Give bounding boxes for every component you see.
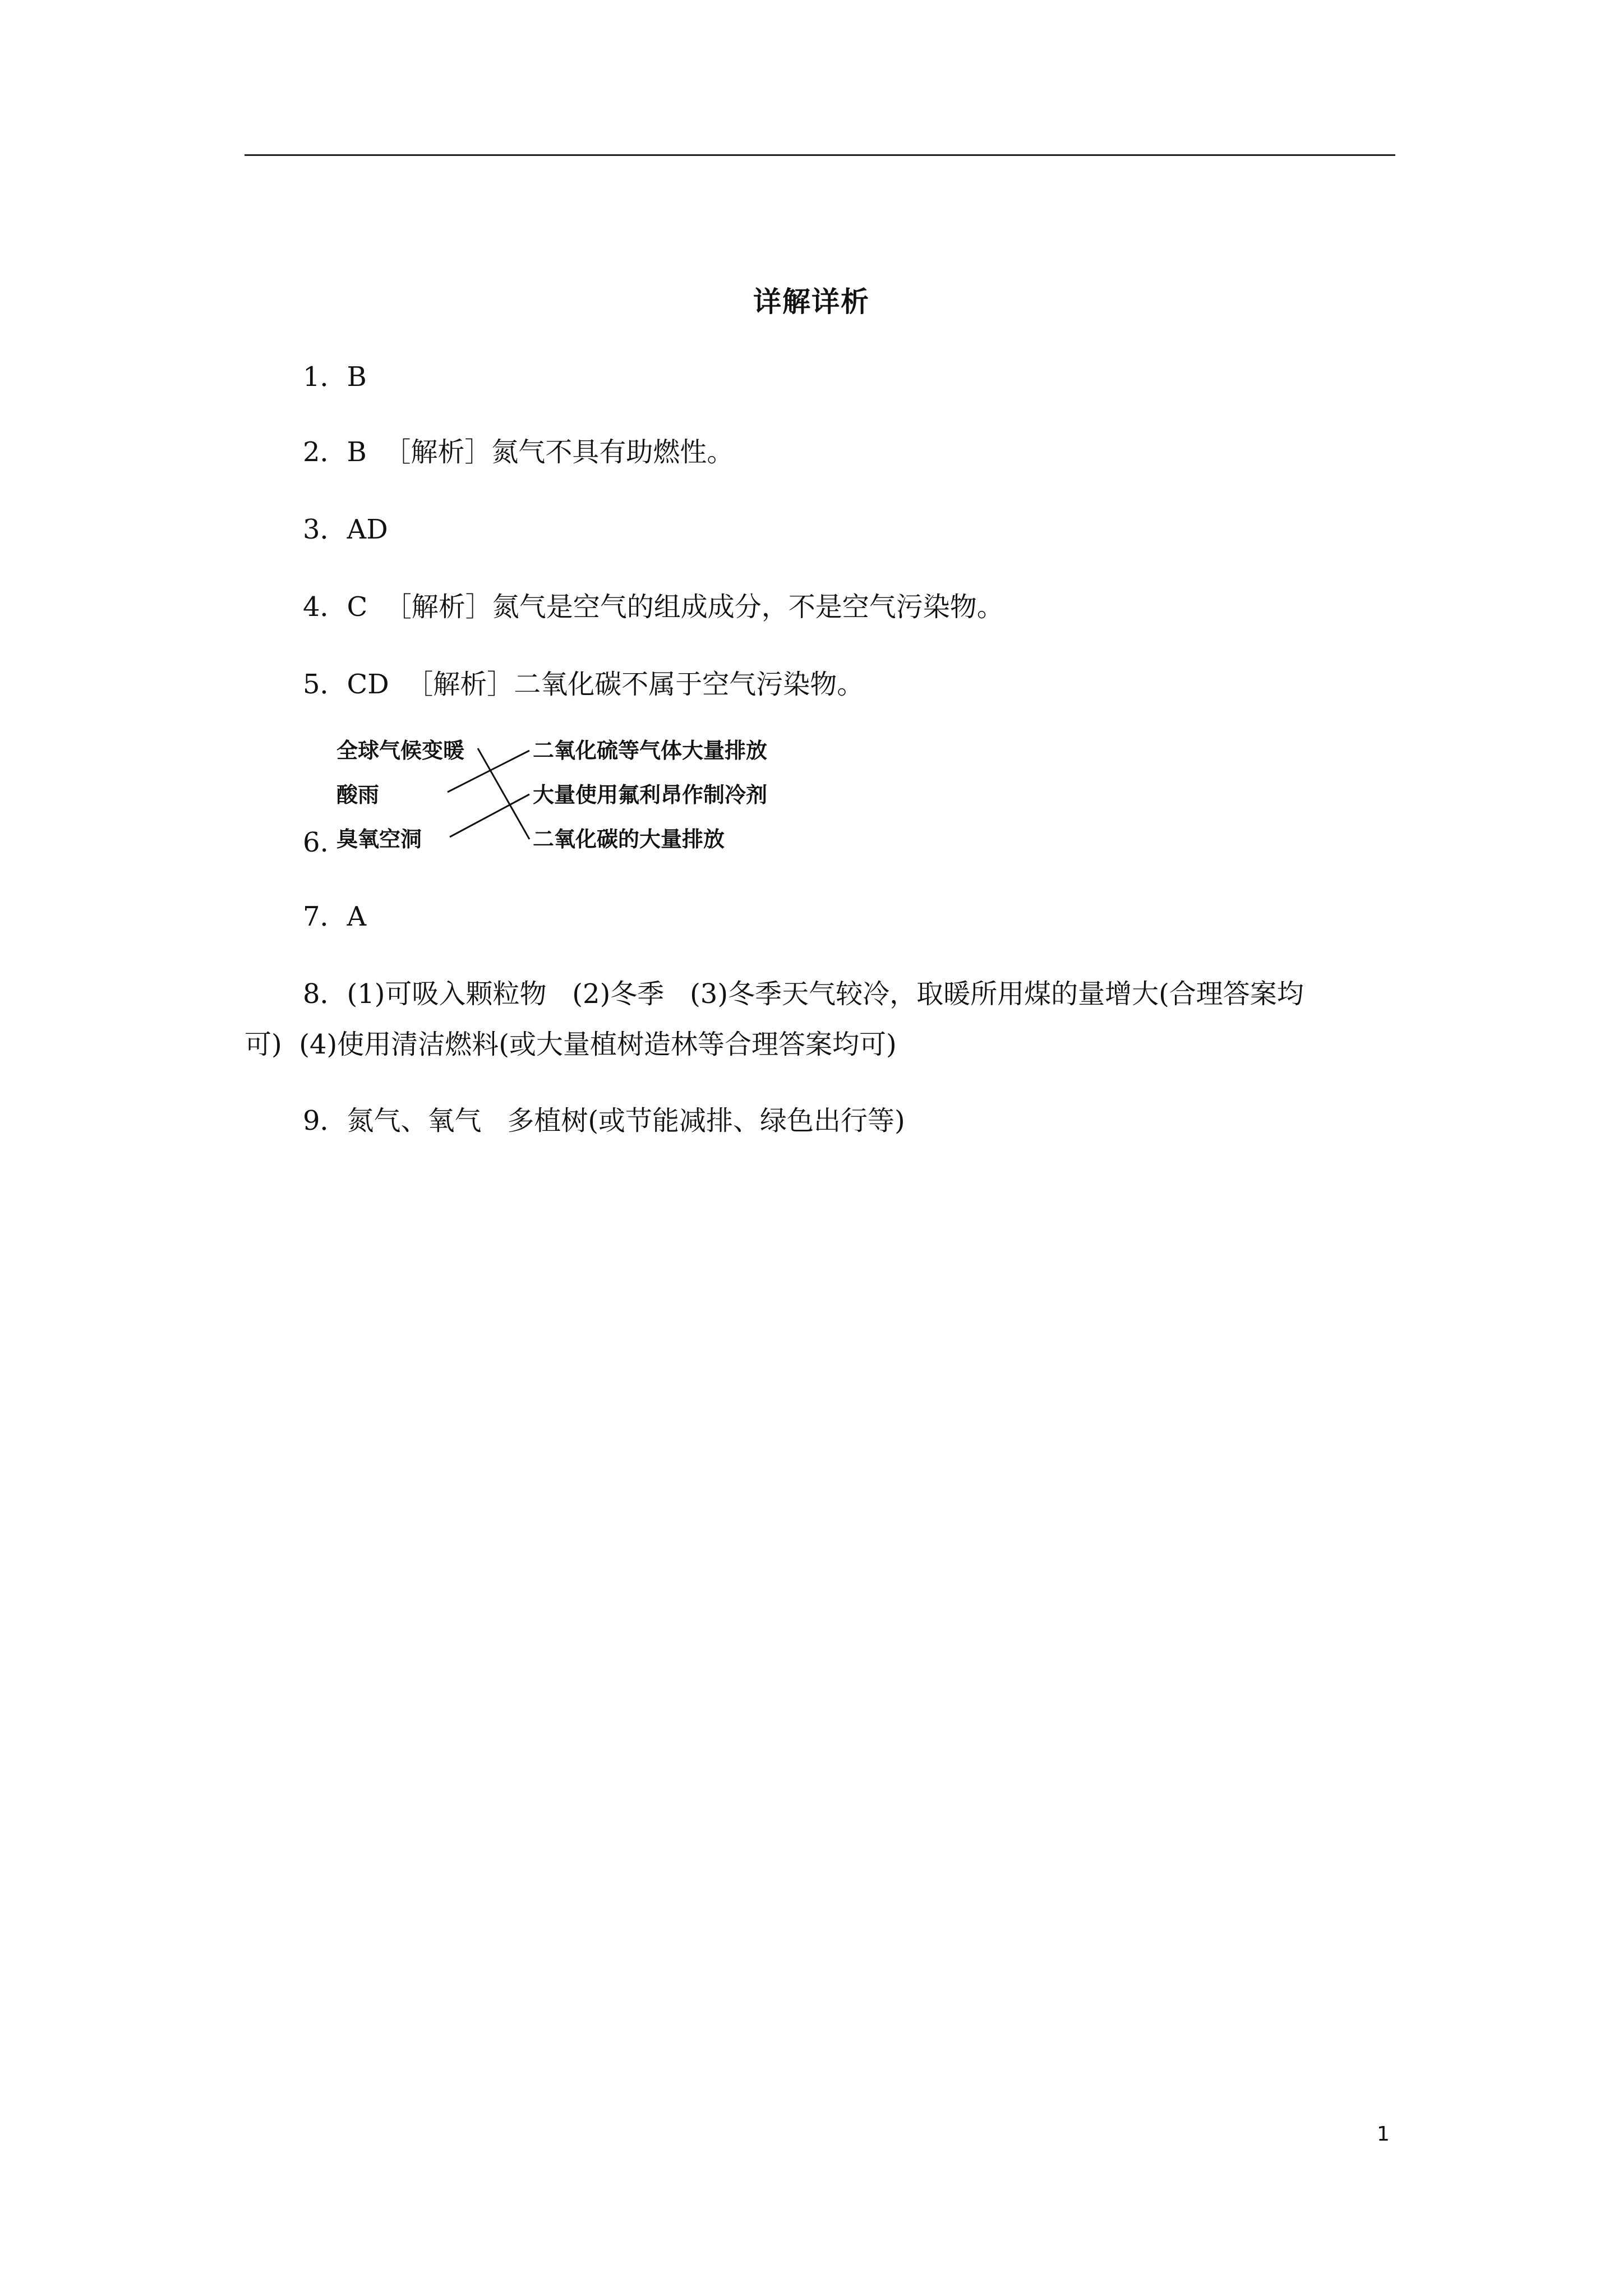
match-line-2: [448, 751, 529, 792]
matching-left-1: 全球气候变暖: [336, 738, 465, 763]
answer-4-text: 4．C ［解析］氮气是空气的组成成分，不是空气污染物。: [303, 591, 1004, 623]
answer-2: [303, 435, 734, 469]
answer-1-text: 1．B: [303, 361, 367, 393]
answer-9: [303, 1104, 905, 1138]
matching-right-2: 大量使用氟利昂作制冷剂: [533, 783, 768, 807]
answer-2-text: 2．B ［解析］氮气不具有助燃性。: [303, 436, 734, 468]
answer-8-line-2: [245, 1028, 897, 1061]
answer-4: [303, 590, 1004, 624]
answer-7-text: 7．A: [303, 901, 367, 932]
answer-1: [303, 360, 367, 394]
matching-diagram: [303, 729, 864, 875]
matching-lines: [303, 729, 864, 875]
matching-right-3: 二氧化碳的大量排放: [533, 827, 725, 852]
answer-8-line-1: [303, 977, 1304, 1011]
match-line-1: [478, 748, 529, 839]
answer-9-text: 9．氮气、氧气 多植树(或节能减排、绿色出行等): [303, 1105, 905, 1137]
matching-right-1: 二氧化硫等气体大量排放: [533, 738, 768, 763]
answer-6-number: 6.: [303, 827, 329, 858]
page-number: 1: [1377, 2123, 1390, 2146]
answer-5: [303, 668, 864, 701]
answer-3: [303, 513, 388, 546]
answer-5-text: 5．CD ［解析］二氧化碳不属于空气污染物。: [303, 669, 864, 700]
matching-left-2: 酸雨: [336, 783, 380, 807]
page-title: 详解详析: [753, 286, 870, 318]
matching-left-3: 臭氧空洞: [336, 827, 422, 852]
answer-8-text-2: 可) (4)使用清洁燃料(或大量植树造林等合理答案均可): [245, 1029, 897, 1060]
match-line-3: [450, 794, 529, 837]
header-rule: [245, 154, 1395, 156]
answer-8-text-1: 8．(1)可吸入颗粒物 (2)冬季 (3)冬季天气较冷，取暖所用煤的量增大(合理答案均: [303, 978, 1304, 1010]
answer-3-text: 3．AD: [303, 514, 388, 545]
answer-7: [303, 900, 366, 933]
